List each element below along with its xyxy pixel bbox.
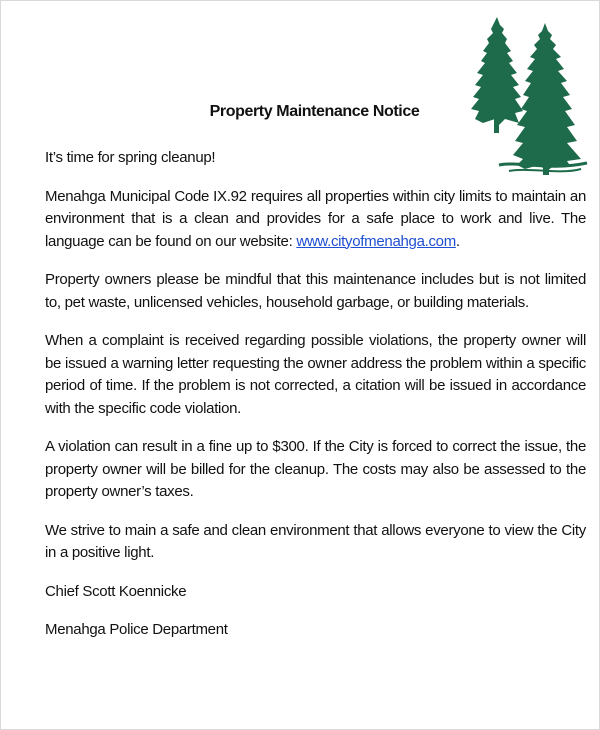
paragraph-closing: We strive to main a safe and clean environment that allows everyone to view the City in a positive light. xyxy=(45,521,586,561)
signature-name: Chief Scott Koennicke xyxy=(45,582,187,600)
website-link[interactable]: www.cityofmenahga.com xyxy=(296,232,456,250)
paragraph-municipal-code-text: Menahga Municipal Code IX.92 requires all properties within city limits to maintain an environment that is a clean and provides for a safe place to work and live. The language can be found on our website: xyxy=(45,187,586,250)
paragraph-maintenance-scope: Property owners please be mindful that this maintenance includes but is not limited to, pet waste, unlicensed vehicles, household garbage, or building materials. xyxy=(45,271,586,311)
paragraph-municipal-code-end: . xyxy=(455,232,460,250)
notice-body xyxy=(45,147,586,658)
greeting-line: It’s time for spring cleanup! xyxy=(45,149,216,166)
notice-title: Property Maintenance Notice xyxy=(209,103,420,120)
paragraph-municipal-code xyxy=(45,186,586,254)
paragraph-complaint-process: When a complaint is received regarding possible violations, the property owner will be issued a warning letter requesting the owner address the problem within a specific period of time. If the problem is not corrected, a citation will be issued in accordance with the specific code violation. xyxy=(45,332,586,417)
paragraph-violation-fine: A violation can result in a fine up to $300. If the City is forced to correct the issue, the property owner will be billed for the cleanup. The costs may also be assessed to the property owner’s taxes. xyxy=(45,438,586,500)
signature-department: Menahga Police Department xyxy=(45,621,228,638)
